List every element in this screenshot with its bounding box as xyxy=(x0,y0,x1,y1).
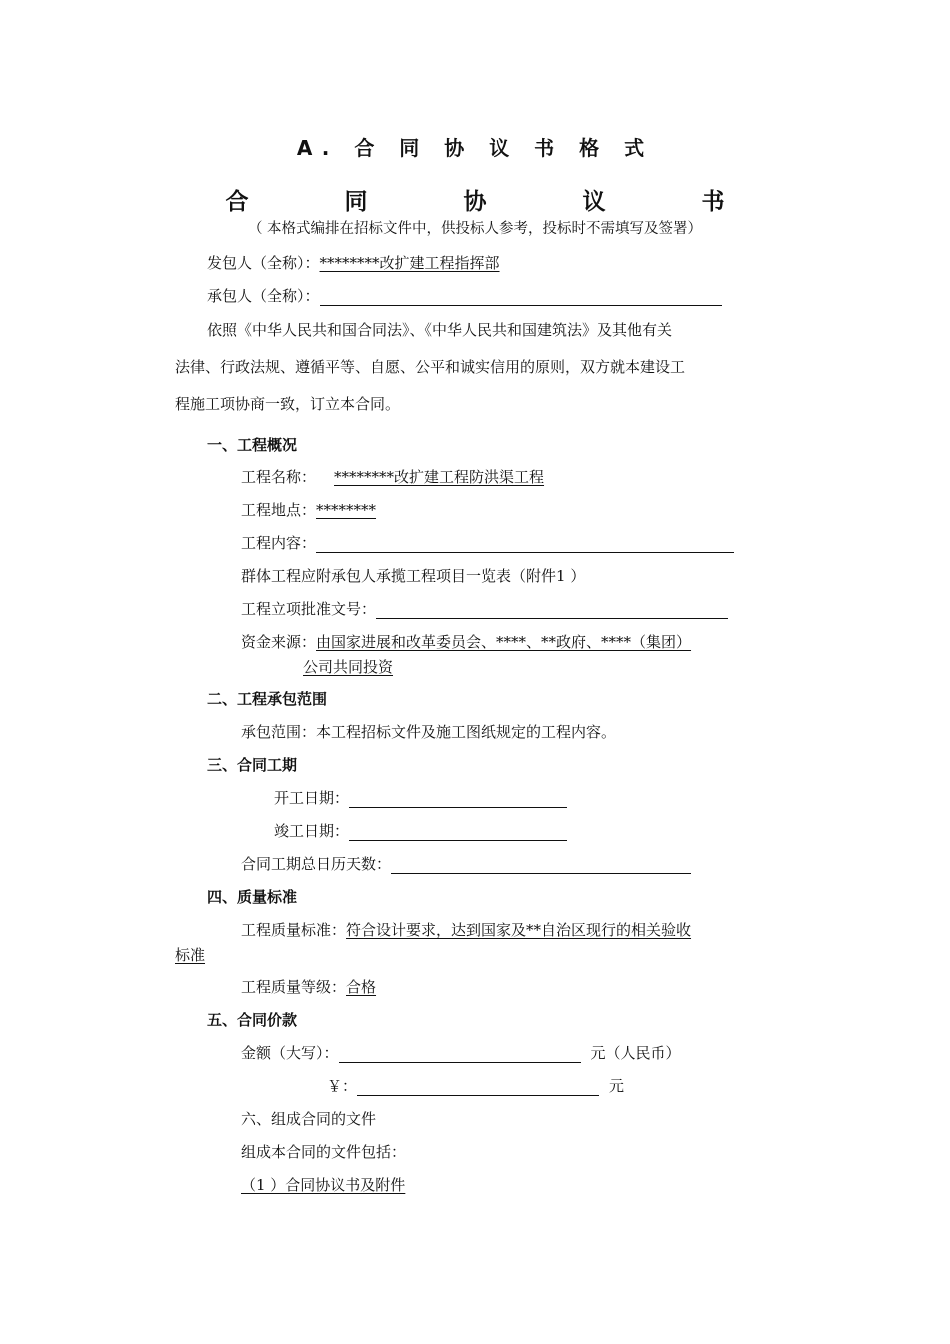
fund-source-label: 资金来源： xyxy=(241,633,317,651)
approval-number-blank[interactable] xyxy=(376,601,728,619)
amount-words-blank[interactable] xyxy=(339,1045,581,1063)
quality-standard-value-2: 标准 xyxy=(175,946,206,964)
amount-words-label: 金额（大写）： xyxy=(241,1044,339,1062)
project-content-blank[interactable] xyxy=(316,535,734,553)
fund-source-line xyxy=(241,632,691,652)
employer-label: 发包人（全称）： xyxy=(207,254,320,272)
contractor-label: 承包人（全称）： xyxy=(207,287,320,305)
start-date-line xyxy=(274,788,567,808)
section-2-title: 二、工程承包范围 xyxy=(207,690,328,708)
start-date-label: 开工日期： xyxy=(274,789,350,807)
project-site-label: 工程地点： xyxy=(241,501,317,519)
end-date-label: 竣工日期： xyxy=(274,822,350,840)
contractor-blank[interactable] xyxy=(320,288,722,306)
section-4-title: 四、质量标准 xyxy=(207,888,298,906)
project-content-line xyxy=(241,533,734,553)
group-project-note: 群体工程应附承包人承揽工程项目一览表（附件1 ） xyxy=(241,567,586,585)
approval-number-line xyxy=(241,599,728,619)
project-site-value: ******** xyxy=(316,501,377,519)
section-6-title: 六、组成合同的文件 xyxy=(241,1110,377,1128)
project-name-value: ********改扩建工程防洪渠工程 xyxy=(334,468,545,486)
scope-text: 承包范围：本工程招标文件及施工图纸规定的工程内容。 xyxy=(241,723,617,741)
project-content-label: 工程内容： xyxy=(241,534,317,552)
amount-words-unit: 元（人民币） xyxy=(590,1044,681,1062)
document-title: 合 同 协 议 书 xyxy=(225,189,769,215)
amount-figure-line xyxy=(327,1076,624,1096)
start-date-blank[interactable] xyxy=(349,790,567,808)
quality-standard-value-1: 符合设计要求，达到国家及**自治区现行的相关验收 xyxy=(346,921,692,939)
intro-line-1: 依照《中华人民共和国合同法》、《中华人民共和国建筑法》及其他有关 xyxy=(207,321,673,339)
amount-figure-blank[interactable] xyxy=(357,1078,599,1096)
total-days-line xyxy=(241,854,691,874)
document-heading: A. 合 同 协 议 书 格 式 xyxy=(296,136,654,160)
employer-value: ********改扩建工程指挥部 xyxy=(319,254,500,272)
section-1-title: 一、工程概况 xyxy=(207,436,298,454)
quality-grade-value: 合格 xyxy=(346,978,377,996)
intro-line-3: 程施工项协商一致，订立本合同。 xyxy=(175,395,401,413)
format-note: （ 本格式编排在招标文件中，供投标人参考，投标时不需填写及签署） xyxy=(247,221,703,237)
quality-grade-label: 工程质量等级： xyxy=(241,978,347,996)
end-date-line xyxy=(274,821,567,841)
fund-source-value-1: 由国家进展和改革委员会、****、**政府、****（集团） xyxy=(316,633,692,651)
section-6-item-1 xyxy=(241,1175,405,1195)
quality-standard-label: 工程质量标准： xyxy=(241,921,347,939)
project-site-line xyxy=(241,500,376,520)
end-date-blank[interactable] xyxy=(349,823,567,841)
section-6-item-1-text: （1 ）合同协议书及附件 xyxy=(241,1176,406,1194)
section-5-title: 五、合同价款 xyxy=(207,1011,298,1029)
project-name-label: 工程名称： xyxy=(241,468,317,486)
section-6-intro: 组成本合同的文件包括： xyxy=(241,1143,407,1161)
quality-grade-line xyxy=(241,977,376,997)
amount-words-line xyxy=(241,1043,681,1063)
total-days-blank[interactable] xyxy=(391,856,691,874)
approval-number-label: 工程立项批准文号： xyxy=(241,600,377,618)
amount-figure-unit: 元 xyxy=(609,1077,625,1095)
amount-figure-label: ￥： xyxy=(327,1077,358,1095)
fund-source-value-2: 公司共同投资 xyxy=(303,658,394,676)
quality-standard-line xyxy=(241,920,691,940)
intro-line-2: 法律、行政法规、遵循平等、自愿、公平和诚实信用的原则，双方就本建设工 xyxy=(175,358,686,376)
contractor-line xyxy=(207,286,722,306)
total-days-label: 合同工期总日历天数： xyxy=(241,855,392,873)
section-3-title: 三、合同工期 xyxy=(207,756,298,774)
quality-standard-line-2 xyxy=(175,945,205,965)
fund-source-line-2 xyxy=(303,657,393,677)
project-name-line xyxy=(241,467,572,487)
employer-line xyxy=(207,253,500,273)
